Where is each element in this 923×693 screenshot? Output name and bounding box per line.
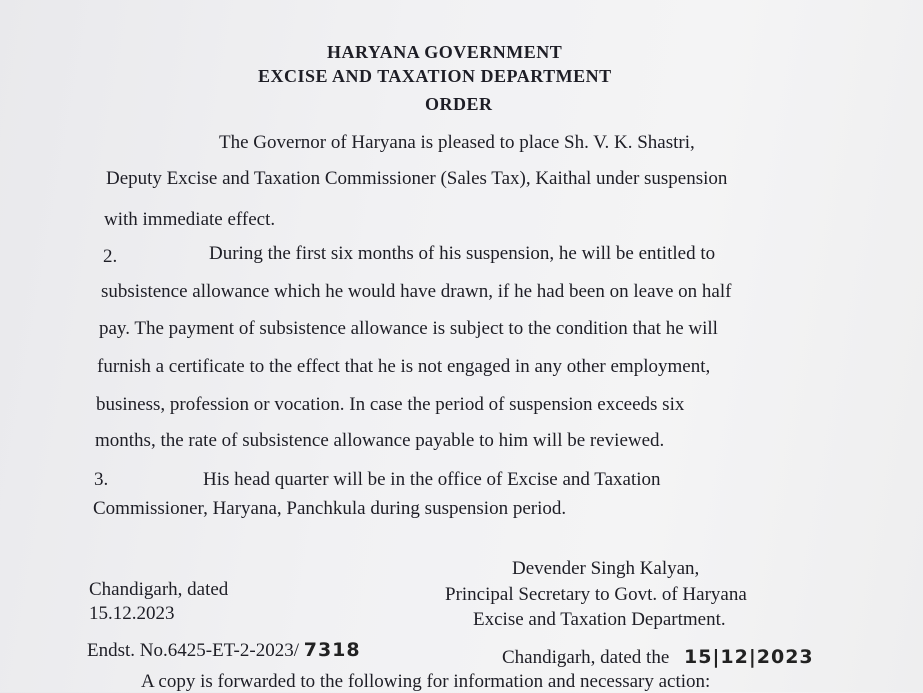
- header-government: HARYANA GOVERNMENT: [327, 42, 563, 62]
- para2-line5: business, profession or vocation. In case the period of suspension exceeds six: [96, 394, 685, 415]
- endorsement-date: [502, 646, 814, 669]
- para3-number: 3.: [94, 469, 109, 490]
- order-date: 15.12.2023: [89, 603, 175, 624]
- endorsement-handwritten-number: 7318: [303, 639, 361, 661]
- endorsement-handwritten-date: 15|12|2023: [684, 646, 814, 668]
- para2-line4: furnish a certificate to the effect that he is not engaged in any other employment,: [97, 356, 711, 377]
- endorsement-number: [87, 639, 361, 662]
- signatory-title: Principal Secretary to Govt. of Haryana: [445, 584, 747, 605]
- para2-number: 2.: [103, 246, 118, 267]
- para1-line3: with immediate effect.: [104, 209, 276, 230]
- place-dated: Chandigarh, dated: [89, 579, 229, 600]
- para1-line1: The Governor of Haryana is pleased to place Sh. V. K. Shastri,: [219, 132, 695, 153]
- signatory-department: Excise and Taxation Department.: [473, 609, 726, 630]
- para2-line6: months, the rate of subsistence allowance payable to him will be reviewed.: [95, 430, 665, 451]
- header-order-title: ORDER: [425, 94, 493, 114]
- para1-line2: Deputy Excise and Taxation Commissioner (Sales Tax), Kaithal under suspension: [106, 168, 728, 189]
- signatory-name: Devender Singh Kalyan,: [512, 558, 700, 579]
- para2-line1: During the first six months of his suspension, he will be entitled to: [209, 243, 716, 264]
- para3-line2: Commissioner, Haryana, Panchkula during suspension period.: [93, 498, 567, 519]
- header-department: EXCISE AND TAXATION DEPARTMENT: [258, 66, 612, 86]
- para2-line3: pay. The payment of subsistence allowance is subject to the condition that he will: [99, 318, 718, 339]
- para2-line2: subsistence allowance which he would have drawn, if he had been on leave on half: [101, 281, 732, 302]
- endorsement-copy-line: A copy is forwarded to the following for information and necessary action:: [141, 671, 711, 692]
- endorsement-place-dated: Chandigarh, dated the: [502, 647, 670, 668]
- endorsement-number-printed: Endst. No.6425-ET-2-2023/: [87, 640, 299, 661]
- para3-line1: His head quarter will be in the office of Excise and Taxation: [203, 469, 661, 490]
